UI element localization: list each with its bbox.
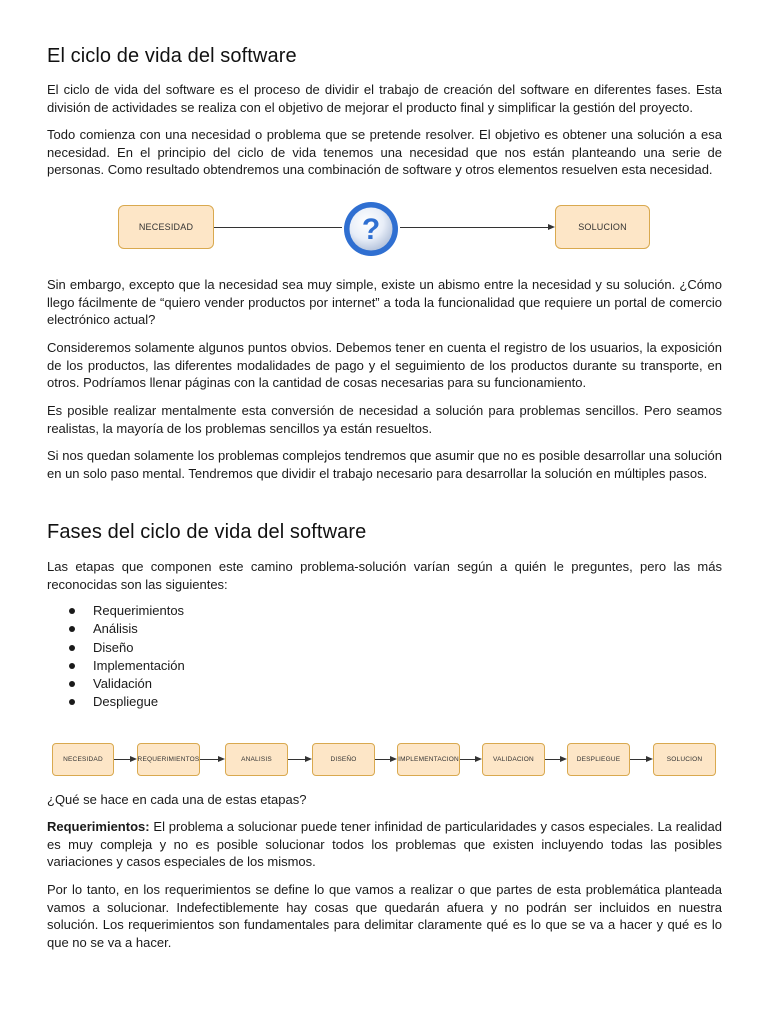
paragraph-complejos: Si nos quedan solamente los problemas complejos tendremos que asumir que no es posible desarrollar una solución en un solo paso mental. Tendremos que dividir el trabajo necesario para desarrollar la solución en múltiples pasos. <box>47 448 722 481</box>
paragraph-question: ¿Qué se hace en cada una de estas etapas? <box>47 792 307 807</box>
flow-box-necesidad: NECESIDAD <box>52 743 114 776</box>
phases-list <box>47 602 185 712</box>
flow-box-solucion: SOLUCION <box>653 743 716 776</box>
phases-flow-diagram <box>47 743 722 779</box>
paragraph-requerimientos <box>47 818 722 871</box>
list-item: Requerimientos <box>47 602 185 620</box>
need-solution-diagram <box>47 200 722 260</box>
list-item: Despliegue <box>47 693 185 711</box>
paragraph-intro: El ciclo de vida del software es el proceso de dividir el trabajo de creación del software en diferentes fases. Esta división de actividades se realiza con el objetivo de mejorar el producto final y simplificar la gestión del proyecto. <box>47 82 722 115</box>
list-item: Análisis <box>47 620 185 638</box>
solucion-box: SOLUCION <box>555 205 650 249</box>
arrow-line <box>400 227 548 228</box>
paragraph-puntos: Consideremos solamente algunos puntos obvios. Debemos tener en cuenta el registro de los usuarios, la exposición de los productos, las diferentes modalidades de pago y el seguimiento de los productos durante su transporte, en otros. Podríamos llenar páginas con la cantidad de cosas necesarias para su funcionamiento. <box>47 340 722 391</box>
svg-text:?: ? <box>361 213 381 246</box>
flow-box-analisis: ANALISIS <box>225 743 288 776</box>
paragraph-abismo: Sin embargo, excepto que la necesidad sea muy simple, existe un abismo entre la necesidad y su solución. ¿Cómo llego fácilmente de “quiero vender productos por internet” a toda la funcionalidad que requiere un portal de comercio electrónico actual? <box>47 277 722 328</box>
arrow-head <box>548 224 555 230</box>
flow-box-diseno: DISEÑO <box>312 743 375 776</box>
flow-box-validacion: VALIDACION <box>482 743 545 776</box>
paragraph-etapas: Las etapas que componen este camino problema-solución varían según a quién le preguntes, pero las más reconocidas son las siguientes: <box>47 559 722 592</box>
list-item: Implementación <box>47 657 185 675</box>
requerimientos-text: El problema a solucionar puede tener infinidad de particularidades y casos especiales. La realidad es muy compleja y no es posible solucionar todos los problemas que existen incluyendo todas las posibles variaciones y casos especiales de los mismos. <box>47 819 722 870</box>
section-title-ciclo: El ciclo de vida del software <box>47 45 297 67</box>
list-item: Diseño <box>47 639 185 657</box>
paragraph-mental: Es posible realizar mentalmente esta conversión de necesidad a solución para problemas sencillos. Pero seamos realistas, la mayoría de los problemas sencillos ya están resueltos. <box>47 403 722 436</box>
requerimientos-label: Requerimientos: <box>47 819 150 834</box>
necesidad-box: NECESIDAD <box>118 205 214 249</box>
arrow-line <box>214 227 342 228</box>
list-item: Validación <box>47 675 185 693</box>
flow-box-implementacion: IMPLEMENTACION <box>397 743 460 776</box>
section-title-fases: Fases del ciclo de vida del software <box>47 521 367 543</box>
paragraph-necesidad: Todo comienza con una necesidad o problema que se pretende resolver. El objetivo es obtener una solución a esa necesidad. En el principio del ciclo de vida tenemos una necesidad que nos están planteando una serie de personas. Como resultado obtendremos una combinación de software y otros elementos resuelven esta necesidad. <box>47 127 722 178</box>
question-mark-icon <box>342 200 400 258</box>
flow-box-requerimientos: REQUERIMIENTOS <box>137 743 200 776</box>
paragraph-por-lo-tanto: Por lo tanto, en los requerimientos se define lo que vamos a realizar o que partes de esta problemática planteada vamos a solucionar. Indefectiblemente hay cosas que quedarán afuera y no podrán ser incluidos en nuestra solución. Los requerimientos son fundamentales para delimitar claramente qué es lo que se va a hacer y qué es lo que no se va a hacer. <box>47 882 722 951</box>
flow-box-despliegue: DESPLIEGUE <box>567 743 630 776</box>
